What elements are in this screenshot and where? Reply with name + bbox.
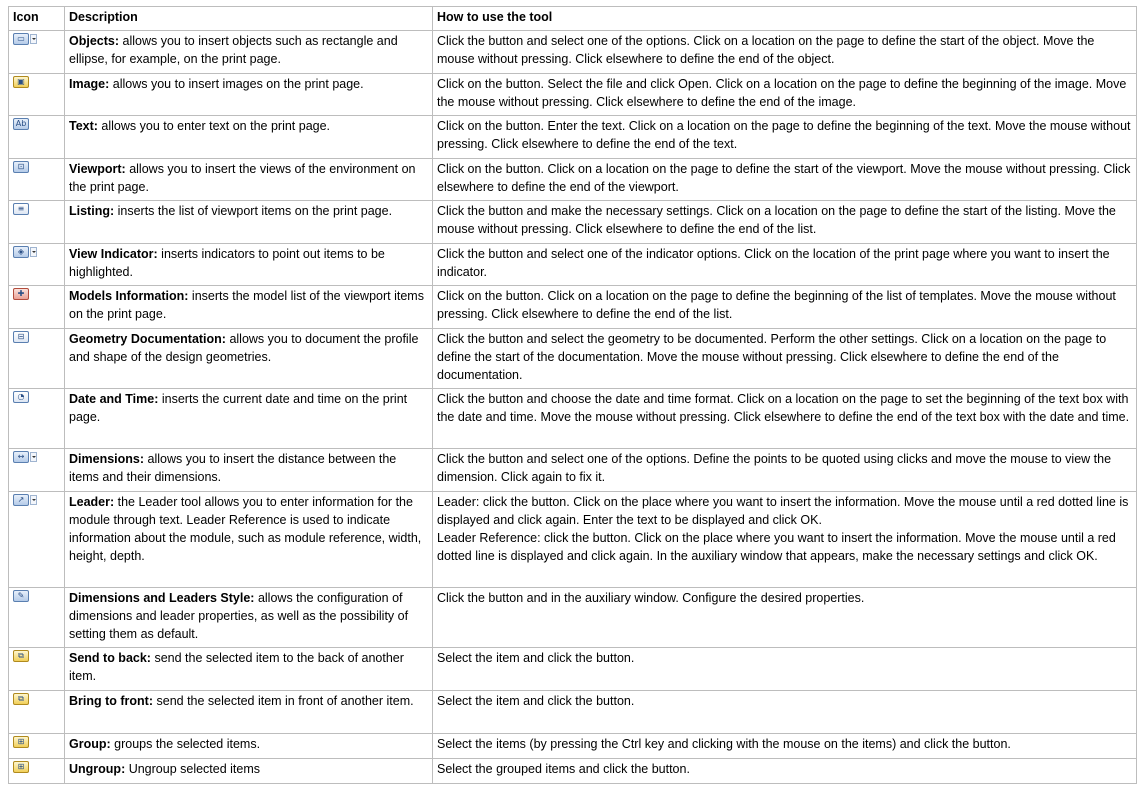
description-cell bbox=[65, 691, 433, 734]
tool-description: groups the selected items. bbox=[110, 737, 261, 751]
table-row bbox=[9, 244, 1137, 286]
tool-description: allows you to enter text on the print page. bbox=[97, 119, 331, 133]
dimensions-leaders-style-icon: ✎ bbox=[13, 590, 29, 602]
models-information-icon: ✚ bbox=[13, 288, 29, 300]
leader-icon: ↗ bbox=[13, 494, 37, 506]
icon-cell bbox=[9, 759, 65, 784]
tool-name: Viewport: bbox=[69, 162, 126, 176]
chevron-down-icon bbox=[30, 452, 37, 462]
icon-cell bbox=[9, 691, 65, 734]
table-row bbox=[9, 159, 1137, 201]
description-cell bbox=[65, 449, 433, 492]
table-row bbox=[9, 588, 1137, 648]
chevron-down-icon bbox=[30, 247, 37, 257]
how-to-cell bbox=[433, 159, 1137, 201]
tool-description: inserts the current date and time on the print page. bbox=[69, 392, 408, 424]
icon-cell bbox=[9, 734, 65, 759]
icon-cell bbox=[9, 449, 65, 492]
how-to-text: Click the button and select one of the options. Click on a location on the page to define the start of the object. Move the mouse without pressing. Click elsewhere to define the end of the object. bbox=[437, 34, 1095, 66]
tool-name: View Indicator: bbox=[69, 247, 158, 261]
header-description: Description bbox=[65, 7, 433, 31]
tool-description: Ungroup selected items bbox=[125, 762, 261, 776]
icon-cell bbox=[9, 492, 65, 588]
description-cell bbox=[65, 648, 433, 691]
description-cell bbox=[65, 588, 433, 648]
tool-name: Listing: bbox=[69, 204, 115, 218]
table-row bbox=[9, 286, 1137, 329]
how-to-cell bbox=[433, 492, 1137, 588]
tool-name: Date and Time: bbox=[69, 392, 159, 406]
description-cell bbox=[65, 116, 433, 159]
how-to-cell bbox=[433, 734, 1137, 759]
how-to-text: Leader Reference: click the button. Click on the place where you want to insert the information. Move the mouse until a red dotted line is displayed and click again. In the auxiliary window that appears, make the necessary settings and click OK. bbox=[437, 531, 1116, 563]
description-cell bbox=[65, 31, 433, 74]
table-row bbox=[9, 389, 1137, 449]
table-row bbox=[9, 691, 1137, 734]
how-to-cell bbox=[433, 648, 1137, 691]
tool-name: Dimensions and Leaders Style: bbox=[69, 591, 255, 605]
how-to-cell bbox=[433, 116, 1137, 159]
group-icon: ⊞ bbox=[13, 736, 29, 748]
description-cell bbox=[65, 159, 433, 201]
table-row bbox=[9, 201, 1137, 244]
icon-cell bbox=[9, 588, 65, 648]
icon-cell bbox=[9, 159, 65, 201]
description-cell bbox=[65, 492, 433, 588]
how-to-cell bbox=[433, 31, 1137, 74]
tool-description: inserts indicators to point out items to be highlighted. bbox=[69, 247, 385, 279]
icon-cell bbox=[9, 389, 65, 449]
tool-description: the Leader tool allows you to enter information for the module through text. Leader Reference is used to indicate information about the module, such as module reference, width, height, depth. bbox=[69, 495, 422, 563]
icon-cell bbox=[9, 116, 65, 159]
how-to-text: Leader: click the button. Click on the place where you want to insert the information. Move the mouse until a red dotted line is displayed and click again. Enter the text to be displayed and click OK. bbox=[437, 495, 1129, 527]
tool-name: Objects: bbox=[69, 34, 120, 48]
how-to-cell bbox=[433, 286, 1137, 329]
how-to-text: Click on the button. Enter the text. Click on a location on the page to define the beginning of the text. Move the mouse without pressing. Click elsewhere to define the end of the text. bbox=[437, 119, 1131, 151]
icon-cell bbox=[9, 648, 65, 691]
how-to-cell bbox=[433, 389, 1137, 449]
tool-description: allows the configuration of dimensions and leader properties, as well as the possibility of setting them as default. bbox=[69, 591, 409, 641]
geometry-documentation-icon: ⊟ bbox=[13, 331, 29, 343]
how-to-cell bbox=[433, 691, 1137, 734]
view-indicator-icon: ◈ bbox=[13, 246, 37, 258]
chevron-down-icon bbox=[30, 34, 37, 44]
how-to-cell bbox=[433, 759, 1137, 784]
how-to-cell bbox=[433, 244, 1137, 286]
tool-name: Dimensions: bbox=[69, 452, 145, 466]
how-to-cell bbox=[433, 74, 1137, 116]
ungroup-icon: ⊞ bbox=[13, 761, 29, 773]
how-to-text: Select the item and click the button. bbox=[437, 651, 635, 665]
viewport-icon: ⊡ bbox=[13, 161, 29, 173]
table-row bbox=[9, 74, 1137, 116]
tool-description: allows you to insert objects such as rectangle and ellipse, for example, on the print page. bbox=[69, 34, 398, 66]
table-row bbox=[9, 449, 1137, 492]
tool-description: allows you to document the profile and shape of the design geometries. bbox=[69, 332, 419, 364]
icon-cell bbox=[9, 329, 65, 389]
tool-name: Geometry Documentation: bbox=[69, 332, 226, 346]
how-to-text: Click the button and select one of the indicator options. Click on the location of the print page where you want to insert the indicator. bbox=[437, 247, 1110, 279]
description-cell bbox=[65, 734, 433, 759]
table-row bbox=[9, 734, 1137, 759]
how-to-cell bbox=[433, 201, 1137, 244]
header-how: How to use the tool bbox=[433, 7, 1137, 31]
tool-name: Send to back: bbox=[69, 651, 151, 665]
listing-icon: ≡ bbox=[13, 203, 29, 215]
tool-description: allows you to insert images on the print page. bbox=[109, 77, 364, 91]
tool-name: Models Information: bbox=[69, 289, 189, 303]
how-to-text: Click the button and select one of the options. Define the points to be quoted using clicks and move the mouse to view the dimension. Click again to fix it. bbox=[437, 452, 1112, 484]
tool-description: inserts the model list of the viewport items on the print page. bbox=[69, 289, 424, 321]
header-row bbox=[9, 7, 1137, 31]
how-to-text: Select the grouped items and click the button. bbox=[437, 762, 690, 776]
how-to-text: Select the items (by pressing the Ctrl key and clicking with the mouse on the items) and click the button. bbox=[437, 737, 1011, 751]
tool-description: allows you to insert the views of the environment on the print page. bbox=[69, 162, 416, 194]
description-cell bbox=[65, 201, 433, 244]
send-to-back-icon: ⧉ bbox=[13, 650, 29, 662]
tool-name: Ungroup: bbox=[69, 762, 126, 776]
table-row bbox=[9, 492, 1137, 588]
tools-table bbox=[8, 6, 1137, 784]
description-cell bbox=[65, 329, 433, 389]
chevron-down-icon bbox=[30, 495, 37, 505]
dimensions-icon: ↔ bbox=[13, 451, 37, 463]
tool-name: Image: bbox=[69, 77, 110, 91]
tool-description: send the selected item to the back of another item. bbox=[69, 651, 404, 683]
how-to-text: Click the button and make the necessary settings. Click on a location on the page to define the start of the listing. Move the mouse without pressing. Click elsewhere to define the end of the list. bbox=[437, 204, 1116, 236]
objects-icon: ▭ bbox=[13, 33, 37, 45]
how-to-text: Select the item and click the button. bbox=[437, 694, 635, 708]
tool-name: Bring to front: bbox=[69, 694, 154, 708]
table-row bbox=[9, 116, 1137, 159]
how-to-cell bbox=[433, 588, 1137, 648]
description-cell bbox=[65, 74, 433, 116]
icon-cell bbox=[9, 244, 65, 286]
icon-cell bbox=[9, 31, 65, 74]
how-to-text: Click the button and choose the date and time format. Click on a location on the page to set the beginning of the text box with the date and time. Move the mouse without pressing. Click elsewhere to define the end of the text box with the date and time. bbox=[437, 392, 1130, 424]
description-cell bbox=[65, 389, 433, 449]
tool-name: Group: bbox=[69, 737, 111, 751]
how-to-text: Click on the button. Click on a location on the page to define the start of the viewport. Move the mouse without pressing. Click elsewhere to define the end of the viewport. bbox=[437, 162, 1131, 194]
icon-cell bbox=[9, 74, 65, 116]
header-icon: Icon bbox=[9, 7, 65, 31]
icon-cell bbox=[9, 201, 65, 244]
how-to-text: Click the button and select the geometry to be documented. Perform the other settings. Click on a location on the page to define the start of the documentation. Move the mouse without pressing. Click elsewhere to define the end of the documentation. bbox=[437, 332, 1107, 382]
how-to-cell bbox=[433, 329, 1137, 389]
image-icon: ▣ bbox=[13, 76, 29, 88]
date-time-icon: ◔ bbox=[13, 391, 29, 403]
how-to-text: Click on the button. Click on a location on the page to define the beginning of the list of templates. Move the mouse without pressing. Click elsewhere to define the end of the list. bbox=[437, 289, 1116, 321]
tool-name: Leader: bbox=[69, 495, 115, 509]
text-icon: Ab bbox=[13, 118, 29, 130]
bring-to-front-icon: ⧉ bbox=[13, 693, 29, 705]
table-row bbox=[9, 329, 1137, 389]
how-to-text: Click on the button. Select the file and click Open. Click on a location on the page to define the beginning of the image. Move the mouse without pressing. Click elsewhere to define the end of the image. bbox=[437, 77, 1127, 109]
description-cell bbox=[65, 244, 433, 286]
description-cell bbox=[65, 759, 433, 784]
table-row bbox=[9, 31, 1137, 74]
tool-description: send the selected item in front of another item. bbox=[153, 694, 414, 708]
table-row bbox=[9, 759, 1137, 784]
description-cell bbox=[65, 286, 433, 329]
table-row bbox=[9, 648, 1137, 691]
tool-description: allows you to insert the distance between the items and their dimensions. bbox=[69, 452, 397, 484]
how-to-text: Click the button and in the auxiliary window. Configure the desired properties. bbox=[437, 591, 865, 605]
tool-name: Text: bbox=[69, 119, 98, 133]
icon-cell bbox=[9, 286, 65, 329]
tool-description: inserts the list of viewport items on the print page. bbox=[114, 204, 393, 218]
how-to-cell bbox=[433, 449, 1137, 492]
